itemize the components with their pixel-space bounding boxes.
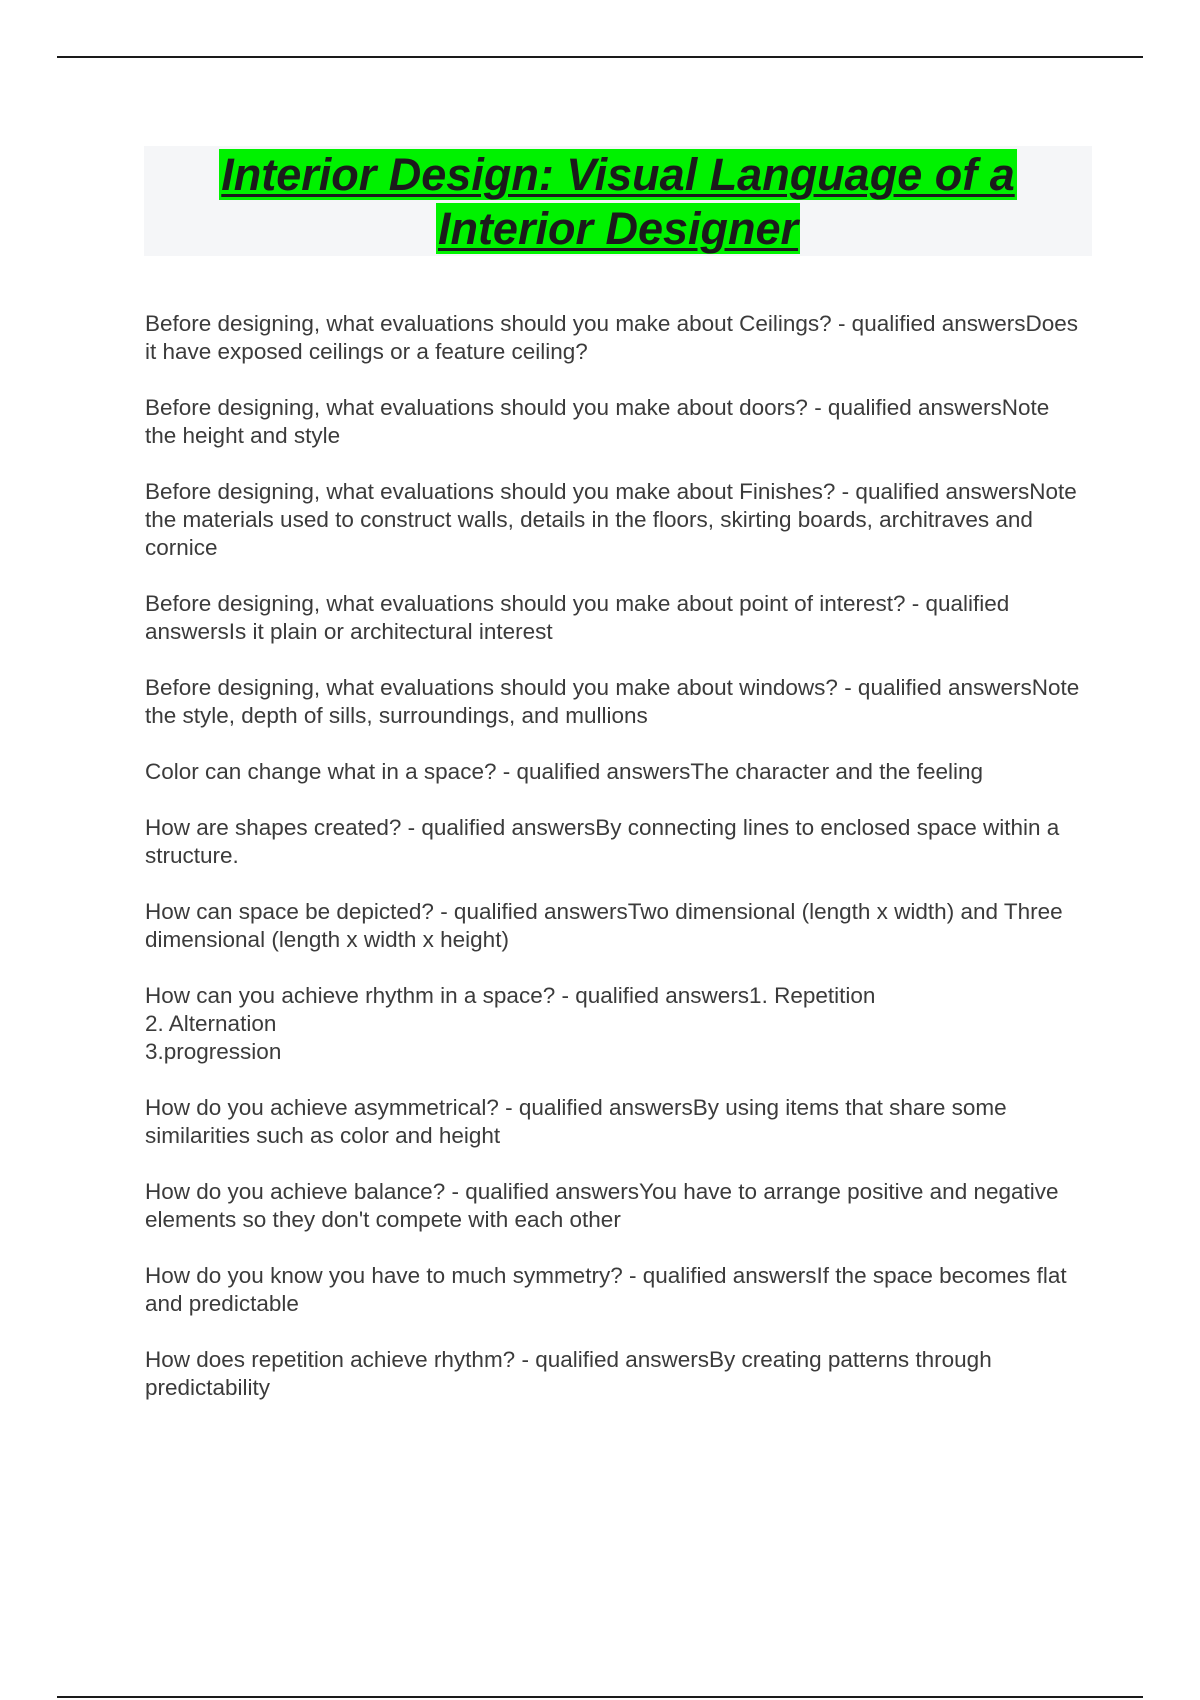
qa-item-finishes: Before designing, what evaluations should you make about Finishes? - qualified answersNote the materials used to construct walls, details in the floors, skirting boards, architraves and cornice <box>145 479 1077 560</box>
qa-item-space: How can space be depicted? - qualified answersTwo dimensional (length x width) and Three dimensional (length x width x height) <box>145 899 1063 952</box>
page-title-line-2: Interior Designer <box>437 203 799 254</box>
qa-item-point-of-interest: Before designing, what evaluations should you make about point of interest? - qualified answersIs it plain or architectural interest <box>145 591 1010 644</box>
qa-item-ceilings: Before designing, what evaluations should you make about Ceilings? - qualified answersDoes it have exposed ceilings or a feature ceiling? <box>145 311 1079 364</box>
qa-item-doors: Before designing, what evaluations should you make about doors? - qualified answersNote the height and style <box>145 395 1050 448</box>
bottom-rule <box>57 1696 1143 1698</box>
title-band <box>144 146 1092 256</box>
qa-item-windows: Before designing, what evaluations should you make about windows? - qualified answersNote the style, depth of sills, surroundings, and mullions <box>145 675 1080 728</box>
page-title-line-1: Interior Design: Visual Language of a <box>221 149 1015 200</box>
top-rule <box>57 56 1143 58</box>
qa-item-asymmetrical: How do you achieve asymmetrical? - qualified answersBy using items that share some similarities such as color and height <box>145 1095 1007 1148</box>
qa-item-color: Color can change what in a space? - qualified answersThe character and the feeling <box>145 759 984 784</box>
page-title <box>144 146 1092 256</box>
qa-item-symmetry: How do you know you have to much symmetry? - qualified answersIf the space becomes flat and predictable <box>145 1263 1067 1316</box>
qa-list <box>145 310 1085 1430</box>
qa-item-repetition: How does repetition achieve rhythm? - qualified answersBy creating patterns through predictability <box>145 1347 992 1400</box>
qa-item-rhythm: How can you achieve rhythm in a space? - qualified answers1. Repetition 2. Alternation 3.progression <box>145 983 876 1064</box>
qa-item-shapes: How are shapes created? - qualified answersBy connecting lines to enclosed space within a structure. <box>145 815 1060 868</box>
qa-item-balance: How do you achieve balance? - qualified answersYou have to arrange positive and negative elements so they don't compete with each other <box>145 1179 1059 1232</box>
